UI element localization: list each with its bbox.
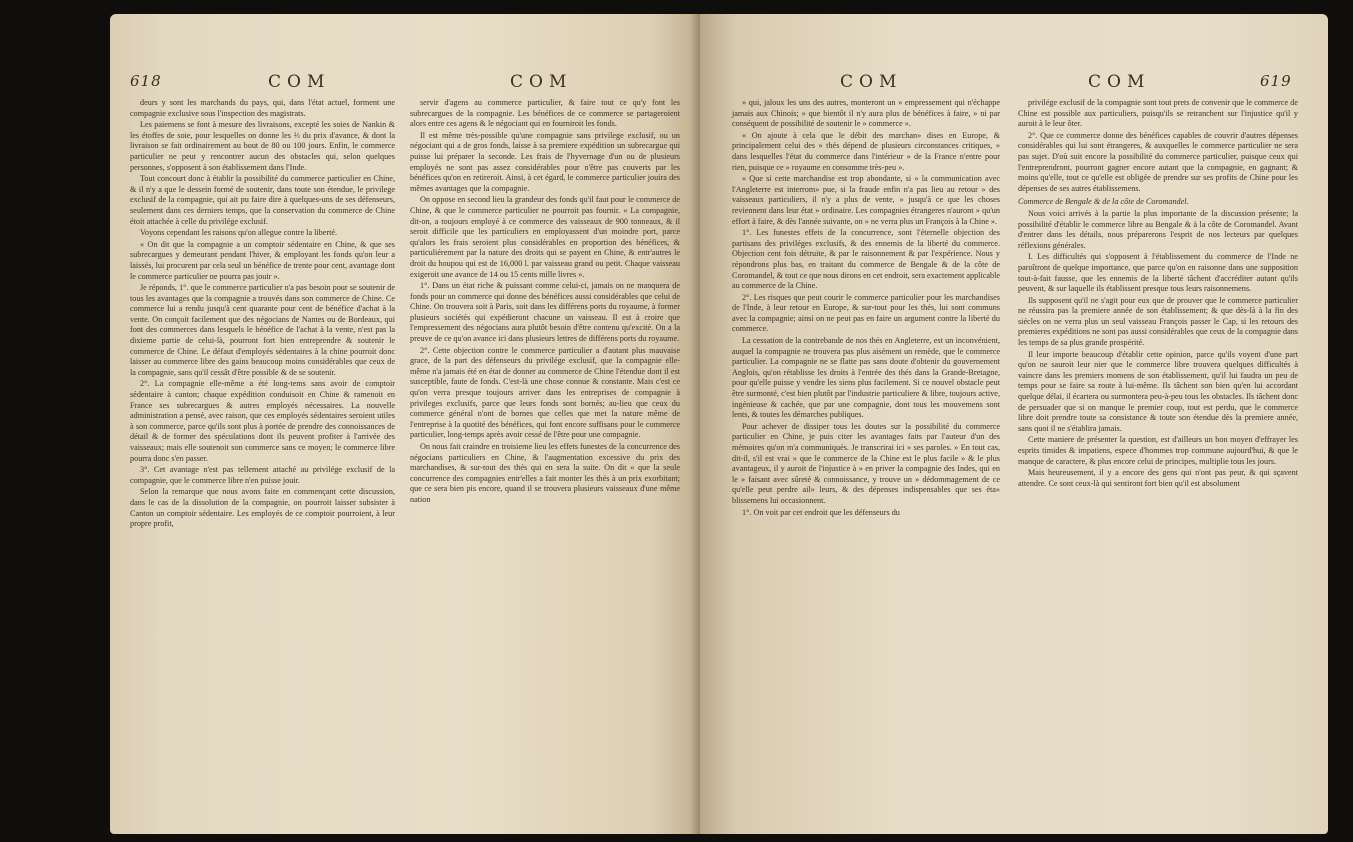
running-head-left: COM (268, 72, 331, 92)
paragraph: On oppose en second lieu la grandeur des fonds qu'il faut pour le commerce de Chine, & que le commerce particulier ne pourroit pas fournir. « La compagnie, dit-on, a toujours employé à ce commerce des vaisseaux de 900 tonneaux, & il seroit difficile que les particuliers en employassent d'un moindre port, parce qu'alors les frais seroient plus considérables en proportion des bénéfices, & particuliérement par la nature des droits qui se payent en Chine, & entr'autres le droit du houpou qui est de 16,000 l. par vaisseau grand ou petit. Chaque vaisseau exigeroit une avance de 14 ou 15 cents mille livres ». (410, 195, 680, 279)
page-number: 618 (130, 72, 162, 90)
paragraph: Mais heureusement, il y a encore des gens qui n'ont pas peur, & qui sçavent attendre. Ce sont ceux-là qui sentiront fort bien qu'il est absolument (1018, 468, 1298, 488)
paragraph: Les paiemens se font à mesure des livraisons, excepté les soies de Nankin & les étoffes de soie, pour lesquelles on donne les ⅔ du prix d'avance, & dont la livraison se fait ordinairement au bout de 80 ou 100 jours. Enfin, le commerce particulier ne peut y rencontrer aucun des obstacles qui, selon quelques personnes, s'opposent à son établissement dans l'Inde. (130, 120, 395, 172)
paragraph: servir d'agens au commerce particulier, & faire tout ce qu'y font les subrecargues de la compagnie. Les bénéfices de ce commerce se partageroient alors entre ces agens & le négociant qui en fourniroit les fonds. (410, 98, 680, 129)
column-2 (1018, 98, 1298, 490)
paragraph: privilége exclusif de la compagnie sont tout prets de convenir que le commerce de Chine est possible aux particuliers, puisqu'ils se retranchent sur l'injustice qu'il y auroit à le leur ôter. (1018, 98, 1298, 129)
running-head-right: COM (1088, 72, 1151, 92)
paragraph: Voyons cependant les raisons qu'on allegue contre la liberté. (140, 228, 338, 238)
right-page (700, 14, 1328, 834)
paragraph: Il leur importe beaucoup d'établir cette opinion, parce qu'ils voyent d'une part qu'on ne sauroit leur nier que le commerce libre trouvera quelques difficultés à vaincre dans les premiers momens de son établissement, qu'il lui faudra un peu de temps pour se faire sa route à lui-même. Ils tâchent son bien qu'en lui accordant quelque délai, il écartera ou surmontera peu-à-peu tous les obstacles. Ils tâchent donc de persuader que si on manque le premier coup, tout est perdu, que le commerce libre doit prendre toute sa consistance & toute son étendue dès la premiere année, sans quoi il ne s'établira jamais. (1018, 349, 1298, 433)
paragraph: « On ajoute à cela que le débit des marchan» dises en Europe, & principalement celui des » thés dépend de plusieurs circonstances critiques, » dans lesquelles l'état du commerce dans l'intérieur » de la France n'entre pour rien, puisque ce » royaume en consomme très-peu ». (732, 130, 1000, 172)
paragraph: « On dit que la compagnie a un comptoir sédentaire en Chine, & que ses subrecargues y demeurant pendant l'hiver, & employant les fonds qu'on leur a laissés, lui procurent par cela seul un bénéfice de trente pour cent, avantage dont le commerce particulier ne pourra pas jouir ». (130, 239, 395, 281)
paragraph: Nous voici arrivés à la partie la plus importante de la discussion présente; la possibilité d'établir le commerce libre au Bengale & à la côte de Coromandel. Avant d'entrer dans les détails, nous préparerons l'esprit de nos lecteurs par quelques réflexions générales. (1018, 208, 1298, 250)
paragraph: 2°. La compagnie elle-même a été long-tems sans avoir de comptoir sédentaire à canton; chaque expédition conduisoit en Chine & ramenoit en France ses subrecargues & autres employés nécessaires. La nouvelle administration a pensé, avec raison, que ces employés sédentaires seroient utiles à son commerce, parce qu'ils sont plus à portée de prendre des connoissances de détail & de former des spéculations dont ils peuvent profiter à l'arrivée des vaisseaux; mais elle soutenoit son commerce sans ce moyen; le commerce libre pourra donc s'en passer. (130, 379, 395, 463)
paragraph: Tout concourt donc à établir la possibilité du commerce particulier en Chine, & il n'y a que le dessein formé de soutenir, dans toute son étendue, le privilege exclusif de la compagnie, qui ait pu faire dire à quelques-uns de ses défenseurs, seulement dans ces derniers temps, que la conservation du commerce de Chine étoit attachée à celle du privilége exclusif. (130, 174, 395, 226)
paragraph: » qui, jaloux les uns des autres, monteront un » empressement qui n'échappe jamais aux Chinois; » que bientôt il n'y aura plus de bénéfices à faire, » ni par conséquent de possibilité de soutenir le » commerce ». (732, 98, 1000, 129)
running-head-left: COM (840, 72, 903, 92)
paragraph: Pour achever de dissiper tous les doutes sur la possibilité du commerce particulier en Chine, je puis citer les avantages faits par l'auteur d'un des mémoires qu'on m'a communiqués. Je transcrirai ici » ses paroles. » En tout cas, dit-il, s'il est vrai » que le commerce de la Chine est le plus facile » & le plus avantageux, il y auroit de l'injustice à » en priver la compagnie des Indes, qui en le » faisant avec sûreté & connoissance, y trouve un » dédommagement de ce qu'elle peut perdre ail» leurs, & des dépenses indispensables que ses éta» blissemens lui occasionnent. (732, 421, 1000, 505)
paragraph: 1°. Les funestes effets de la concurrence, sont l'éternelle objection des partisans des priviléges exclusifs, & des ennemis de la liberté du commerce. Objection cent fois détruite, & par le raisonnement & par l'expérience. Nous y répondrons plus bas, en traitant du commerce de Bengale & de la côte de Coromandel, & tout ce que nous dirons en cet endroit, sera exactement applicable au commerce de la Chine. (732, 228, 1000, 291)
page-number: 619 (1260, 72, 1292, 90)
left-page (110, 14, 700, 834)
paragraph: 2°. Que ce commerce donne des bénéfices capables de couvrir d'autres dépenses considérables qui lui sont étrangeres, & auxquelles le commerce particulier ne sera pas sujet. D'où suit encore la possibilité du commerce particulier, puisque ceux qui l'entreprendront, pourront gagner encore autant que la compagnie, en gagnant; & moins qu'elle, tout ce qu'elle est obligée de prendre sur ses profits de Chine pour les dépenses de ses autres établissemens. (1018, 130, 1298, 193)
paragraph: Selon la remarque que nous avons faite en commençant cette discussion, dans le cas de la dissolution de la compagnie, on pourroit laisser subsister à Canton un comptoir sédentaire. Les employés de ce comptoir pourroient, à leur propre profit, (130, 487, 395, 529)
running-head-right: COM (510, 72, 573, 92)
paragraph: 2°. Les risques que peut courir le commerce particulier pour les marchandises de l'Inde, à leur retour en Europe, & sur-tout pour les thés, lui sont communs avec la compagnie; ainsi on ne peut pas en faire un argument contre la liberté du commerce. (732, 292, 1000, 334)
column-1 (130, 98, 395, 531)
paragraph: On nous fait craindre en troisieme lieu les effets funestes de la concurrence des négocians particuliers en Chine, & l'augmentation excessive du prix des marchandises, & sur-tout des thés qui en sera la suite. On dit « que la seule concurrence des compagnies entr'elles a fait monter les thés à un prix exorbitant; que ce sera bien pis encore, quand il se trouvera plusieurs vaisseaux d'une même nation (410, 442, 680, 504)
paragraph: « Que si cette marchandise est trop abondante, si » la communication avec l'Angleterre est interrom» pue, si la fraude enfin n'a pas lieu au retour » des vaisseaux particuliers, il n'y a plus de vente, » jusqu'à ce que les choses reviennent dans leur état » ordinaire. Les compagnies étrangeres n'auront » qu'un effort à faire, & dès l'année suivante, on » ne verra plus un François à la Chine ». (732, 174, 1000, 226)
paragraph: Je réponds, 1°. que le commerce particulier n'a pas besoin pour se soutenir de tous les avantages que la compagnie a trouvés dans son commerce de Chine. Ce commerce lui a rendu jusqu'à cent quarante pour cent de bénéfice d'achat à la vente. On conçoit facilement que des négocians de Nantes ou de Bordeaux, qui font des commerces dans lesquels le bénéfice de l'achat à la vente, n'est pas la dixieme partie de celui-là, pourront fort bien entreprendre & soutenir le commerce de Chine. Le défaut d'employés sédentaires à la chine pourroit donc laisser au commerce libre des gains beaucoup moins considérables que ceux de la compagnie, sans qu'il cessât d'être possible & de se soutenir. (130, 283, 395, 377)
column-1 (732, 98, 1000, 519)
paragraph: 1°. Dans un état riche & puissant comme celui-ci, jamais on ne manquera de fonds pour un commerce qui donne des bénéfices aussi considérables que celui de Chine. On trouvera soit à Paris, soit dans les différens ports du royaume, à former plusieurs sociétés qui expédieront chacune un vaisseau. Il est à croire que l'empressement des négocians aura plutôt besoin d'être contenu qu'excité. On a la preuve de ce qu'on avance ici dans plusieurs lettres de différens ports du royaume. (410, 281, 680, 344)
paragraph: Cette maniere de présenter la question, est d'ailleurs un bon moyen d'effrayer les esprits timides & impatiens, espece d'hommes trop commune aujourd'hui, & que le manque de caractere, & plus encore celui de principes, multiplie tous les jours. (1018, 435, 1298, 466)
column-2 (410, 98, 680, 507)
paragraph: Commerce de Bengale & de la côte de Coromandel. (1018, 197, 1189, 207)
paragraph: Ils supposent qu'il ne s'agit pour eux que de prouver que le commerce particulier ne réussira pas la premiere année de son établissement; & que dès-là à la fin des siécles on ne verra plus un seul vaisseau François passer le Cap, si les retours des premieres expéditions ne sont pas aussi considérables que ceux de la compagnie dans les temps de sa plus grande prospérité. (1018, 295, 1298, 348)
paragraph: La cessation de la contrebande de nos thés en Angleterre, est un inconvénient, auquel la compagnie ne trouvera pas plus aisément un remède, que le commerce particulier. La compagnie ne se flatte pas sans doute d'obtenir du gouvernement Anglois, qu'on rétablisse les droits à l'entrée des thés dans la Grande-Bretagne, pour qu'elle puisse y vendre les siens plus facilement. Si ce nouvel obstacle peut être surmonté, c'est bien plutôt par l'industrie particuliere & libre, toujours active, ingénieuse & cachée, que par une compagnie, dont tous les mouvemens sont lents, & toutes les démarches publiques. (732, 336, 1000, 420)
paragraph: Il est même très-possible qu'une compagnie sans privilege exclusif, ou un négociant qui a de gros fonds, laisse à sa premiere expédition un subrecargue qui puisse lui préparer la seconde. Les frais de l'hyvernage d'un ou de plusieurs employés ne sont pas assez considérables pour n'être pas couverts par les bénéfices qu'on en retireroit. Ainsi, à cet égard, le commerce particulier jouira des mêmes avantages que la compagnie. (410, 130, 680, 193)
paragraph: 1°. On voit par cet endroit que les défenseurs du (742, 507, 900, 517)
paragraph: I. Les difficultés qui s'opposent à l'établissement du commerce de l'Inde ne paroîtront de quelque importance, que parce qu'on en raisonne dans une supposition tout-à-fait fausse, que les ennemis de la liberté tâchent d'accréditer autant qu'ils peuvent, & sur laquelle ils établissent presque tous leurs raisonnemens. (1018, 252, 1298, 294)
paragraph: deurs y sont les marchands du pays, qui, dans l'état actuel, forment une compagnie exclusive sous l'inspection des magistrats. (130, 98, 395, 118)
paragraph: 2°. Cette objection contre le commerce particulier a d'autant plus mauvaise grace, de la part des défenseurs du privilége exclusif, que la compagnie elle-même n'a jamais été en état de donner au commerce de Chine l'étendue dont il est susceptible, faute de fonds. C'est-là une chose connue & constante. Mais c'est ce qu'on verra presque toujours arriver dans les entreprises de compagnie à privileges exclusifs, parce que leurs fonds sont bornés; au-lieu que ceux du commerce général n'ont de bornes que celles que met la nature même de l'entreprise à la quotité des bénéfices, qui font encore suffisans pour le commerce particulier, long-temps après avoir cessé de l'être pour une compagnie. (410, 345, 680, 440)
paragraph: 3°. Cet avantage n'est pas tellement attaché au privilége exclusif de la compagnie, que le commerce libre n'en puisse jouir. (130, 465, 395, 485)
